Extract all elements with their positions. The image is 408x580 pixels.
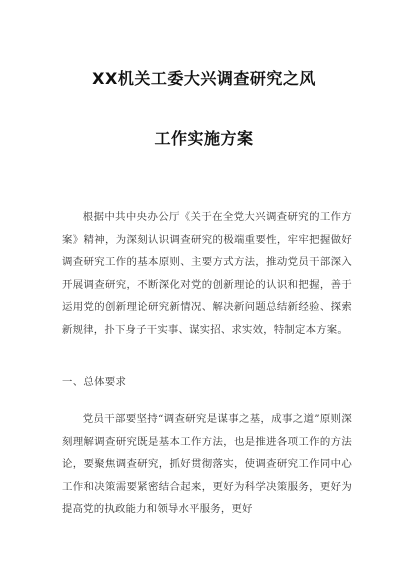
document-subtitle: 工作实施方案 [154, 129, 254, 148]
document-title: XX机关工委大兴调查研究之风 [92, 69, 316, 88]
paragraph-general-requirements: 党员干部要坚持“调查研究是谋事之基，成事之道”原则深刻理解调查研究既是基本工作方法，也是推进各项工作的方法论，要聚焦调查研究，抓好贯彻落实，使调查研究工作同中心工作和决策需要紧密结合起来，更好为科学决策服务，更好为提高党的执政能力和领导水平服务，更好 [62, 413, 352, 516]
section-heading-general-requirements: 一、总体要求 [62, 376, 127, 388]
paragraph-intro: 根据中共中央办公厅《关于在全党大兴调查研究的工作方案》精神，为深刻认识调查研究的极端重要性，牢牢把握做好调查研究工作的基本原则、主要方式方法，推动党员干部深入开展调查研究，不断深化对党的创新理论的认识和把握，善于运用党的创新理论研究新情况、解决新问题总结新经验、探索新规律，扑下身子干实事、谋实招、求实效，特制定本方案。 [62, 211, 352, 336]
